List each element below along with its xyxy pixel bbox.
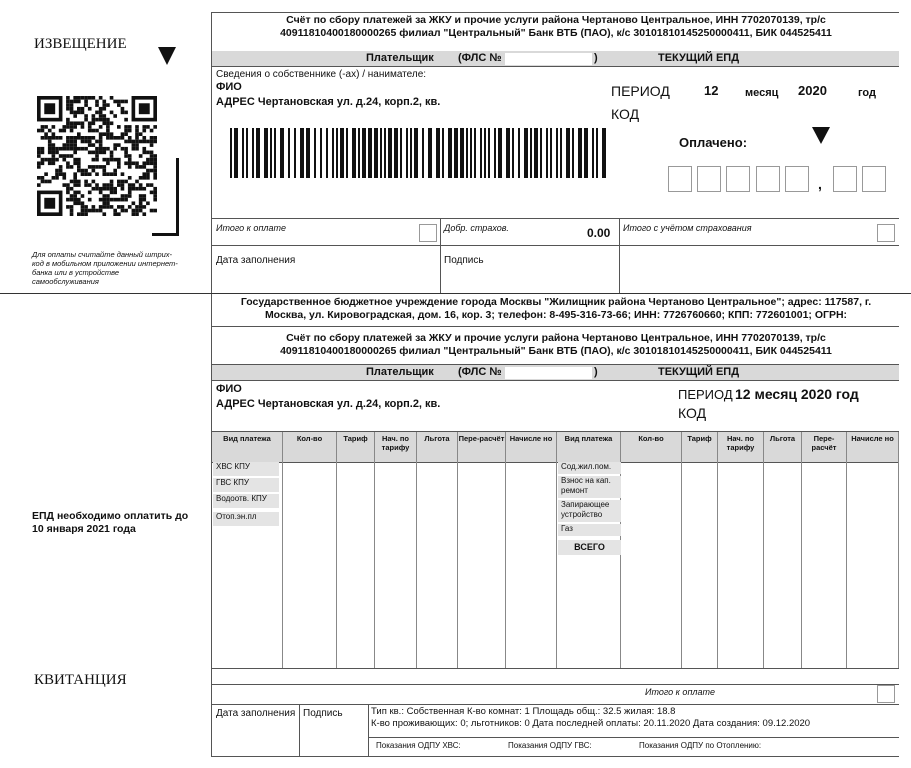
- column-divider: [336, 432, 337, 668]
- meter-hvs: Показания ОДПУ ХВС:: [376, 741, 461, 750]
- notice-paid-label: Оплачено:: [679, 135, 748, 150]
- column-header: Пере-расчёт: [802, 432, 847, 462]
- total-all-label: ВСЕГО: [558, 540, 621, 555]
- notice-total-insurance-checkbox[interactable]: [877, 224, 895, 242]
- paid-kopecks-digit[interactable]: [833, 166, 857, 192]
- notice-year-label: год: [858, 87, 876, 99]
- qr-hint: Для оплаты считайте данный штрих-код в мобильном приложении интернет-банка или в устройстве самообслуживания: [32, 250, 178, 286]
- receipt-title: КВИТАНЦИЯ: [34, 672, 127, 688]
- barcode: [230, 128, 612, 178]
- notice-month-label: месяц: [745, 87, 779, 99]
- meter-gvs: Показания ОДПУ ГВС:: [508, 741, 592, 750]
- qr-frame-corner: [176, 158, 179, 236]
- column-divider: [374, 432, 375, 668]
- column-header: Нач. по тарифу: [718, 432, 764, 462]
- column-header: Кол-во: [621, 432, 682, 462]
- notice-header-line2: 40911810400180000265 филиал "Центральный" Банк ВТБ (ПАО), к/с 30101810145250000411, БИК 044525411: [280, 27, 832, 39]
- column-divider: [505, 432, 506, 668]
- meter-heat: Показания ОДПУ по Отоплению:: [639, 741, 762, 750]
- row-label: Сод.жил.пом.: [558, 462, 621, 474]
- paid-comma: ,: [818, 176, 822, 192]
- notice-code-label: КОД: [611, 106, 640, 122]
- notice-total-insurance-label: Итого с учётом страхования: [623, 223, 752, 233]
- column-divider: [801, 432, 802, 668]
- receipt-fls-field: [505, 367, 592, 379]
- row-label: Взнос на кап. ремонт: [558, 476, 621, 498]
- apt-info-line2: К-во проживающих: 0; льготников: 0 Дата последней оплаты: 20.11.2020 Дата создания: 09.12.2020: [371, 718, 811, 729]
- notice-insurance-value: 0.00: [587, 226, 611, 240]
- notice-insurance-label: Добр. страхов.: [444, 223, 509, 233]
- receipt-fio: ФИО: [216, 383, 242, 395]
- receipt-address: АДРЕС Чертановская ул. д.24, корп.2, кв.: [216, 398, 441, 410]
- apt-info-line1: Тип кв.: Собственная К-во комнат: 1 Площадь общ.: 32.5 жилая: 18.8: [371, 706, 676, 717]
- notice-address: АДРЕС Чертановская ул. д.24, корп.2, кв.: [216, 96, 441, 108]
- notice-signature: Подпись: [444, 255, 484, 266]
- receipt-fill-date: Дата заполнения: [216, 708, 296, 719]
- row-label: Отоп.эн.пл: [213, 512, 279, 526]
- qr-frame-corner-bottom: [152, 233, 179, 236]
- column-divider: [556, 432, 557, 668]
- column-divider: [846, 432, 847, 668]
- section-divider: [0, 293, 911, 294]
- notice-current-epd: ТЕКУЩИЙ ЕПД: [658, 52, 740, 64]
- column-divider: [763, 432, 764, 668]
- paid-rubles-digit[interactable]: [785, 166, 809, 192]
- arrow-down-icon: [158, 47, 176, 65]
- column-divider: [898, 432, 899, 668]
- due-note: ЕПД необходимо оплатить до 10 января 2021 года: [32, 510, 189, 535]
- arrow-down-icon: [812, 127, 830, 144]
- column-divider: [717, 432, 718, 668]
- column-divider: [681, 432, 682, 668]
- qr-code: [37, 96, 157, 218]
- receipt-total-label: Итого к оплате: [645, 687, 715, 697]
- receipt-period-label: ПЕРИОД: [678, 387, 733, 402]
- notice-title: ИЗВЕЩЕНИЕ: [34, 36, 127, 52]
- notice-period-label: ПЕРИОД: [611, 83, 670, 99]
- paid-rubles-digit[interactable]: [697, 166, 721, 192]
- column-header: Вид платежа: [557, 432, 621, 462]
- column-header: Вид платежа: [212, 432, 283, 462]
- column-header: Льгота: [764, 432, 802, 462]
- receipt-signature: Подпись: [303, 708, 343, 719]
- notice-total-label: Итого к оплате: [216, 223, 286, 233]
- row-label: Запирающее устройство: [558, 500, 621, 522]
- notice-header-line1: Счёт по сбору платежей за ЖКУ и прочие услуги района Чертаново Центральное, ИНН 7702070139, тр/с: [286, 14, 826, 26]
- notice-owner-info: Сведения о собственнике (-ах) / нанимателе:: [216, 69, 427, 80]
- main-divider: [211, 12, 212, 757]
- column-header: Льгота: [417, 432, 458, 462]
- row-label: Газ: [558, 524, 621, 536]
- receipt-current-epd: ТЕКУЩИЙ ЕПД: [658, 366, 740, 378]
- org-line1: Государственное бюджетное учреждение города Москвы "Жилищник района Чертаново Центральное"; адрес: 117587, г.: [240, 296, 872, 308]
- receipt-fls-close: ): [594, 366, 598, 378]
- column-header: Тариф: [337, 432, 375, 462]
- receipt-header-line1: Счёт по сбору платежей за ЖКУ и прочие услуги района Чертаново Центральное, ИНН 7702070139, тр/с: [286, 332, 826, 344]
- column-header: Начисле но: [847, 432, 899, 462]
- row-label: ГВС КПУ: [213, 478, 279, 492]
- row-label: Водоотв. КПУ: [213, 494, 279, 508]
- notice-period-month: 12: [704, 83, 719, 98]
- column-header: Начисле но: [506, 432, 557, 462]
- notice-fls-label: (ФЛС №: [458, 52, 502, 64]
- column-header: Пере-расчёт: [458, 432, 506, 462]
- receipt-fls-label: (ФЛС №: [458, 366, 502, 378]
- paid-rubles-digit[interactable]: [668, 166, 692, 192]
- row-label: ХВС КПУ: [213, 462, 279, 476]
- column-header: Тариф: [682, 432, 718, 462]
- receipt-period-text: 12 месяц 2020 год: [735, 386, 859, 402]
- receipt-code-label: КОД: [678, 405, 707, 421]
- column-divider: [457, 432, 458, 668]
- notice-fls-field: [505, 53, 592, 65]
- column-header: Кол-во: [283, 432, 337, 462]
- notice-fls-close: ): [594, 52, 598, 64]
- paid-rubles-digit[interactable]: [756, 166, 780, 192]
- paid-rubles-digit[interactable]: [726, 166, 750, 192]
- paid-kopecks-digit[interactable]: [862, 166, 886, 192]
- column-header: Нач. по тарифу: [375, 432, 417, 462]
- org-line2: Москва, ул. Кировоградская, дом. 16, кор. 3; телефон: 8-495-316-73-66; ИНН: 7726760660; КПП: 772601001; ОГРН:: [264, 309, 848, 321]
- column-divider: [282, 432, 283, 668]
- notice-fio: ФИО: [216, 81, 242, 93]
- receipt-header-line2: 40911810400180000265 филиал "Центральный" Банк ВТБ (ПАО), к/с 30101810145250000411, БИК 044525411: [280, 345, 832, 357]
- receipt-total-checkbox[interactable]: [877, 685, 895, 703]
- notice-total-checkbox[interactable]: [419, 224, 437, 242]
- column-divider: [416, 432, 417, 668]
- notice-fill-date: Дата заполнения: [216, 255, 296, 266]
- receipt-payer-label: Плательщик: [366, 366, 434, 378]
- notice-payer-label: Плательщик: [366, 52, 434, 64]
- notice-period-year: 2020: [798, 83, 827, 98]
